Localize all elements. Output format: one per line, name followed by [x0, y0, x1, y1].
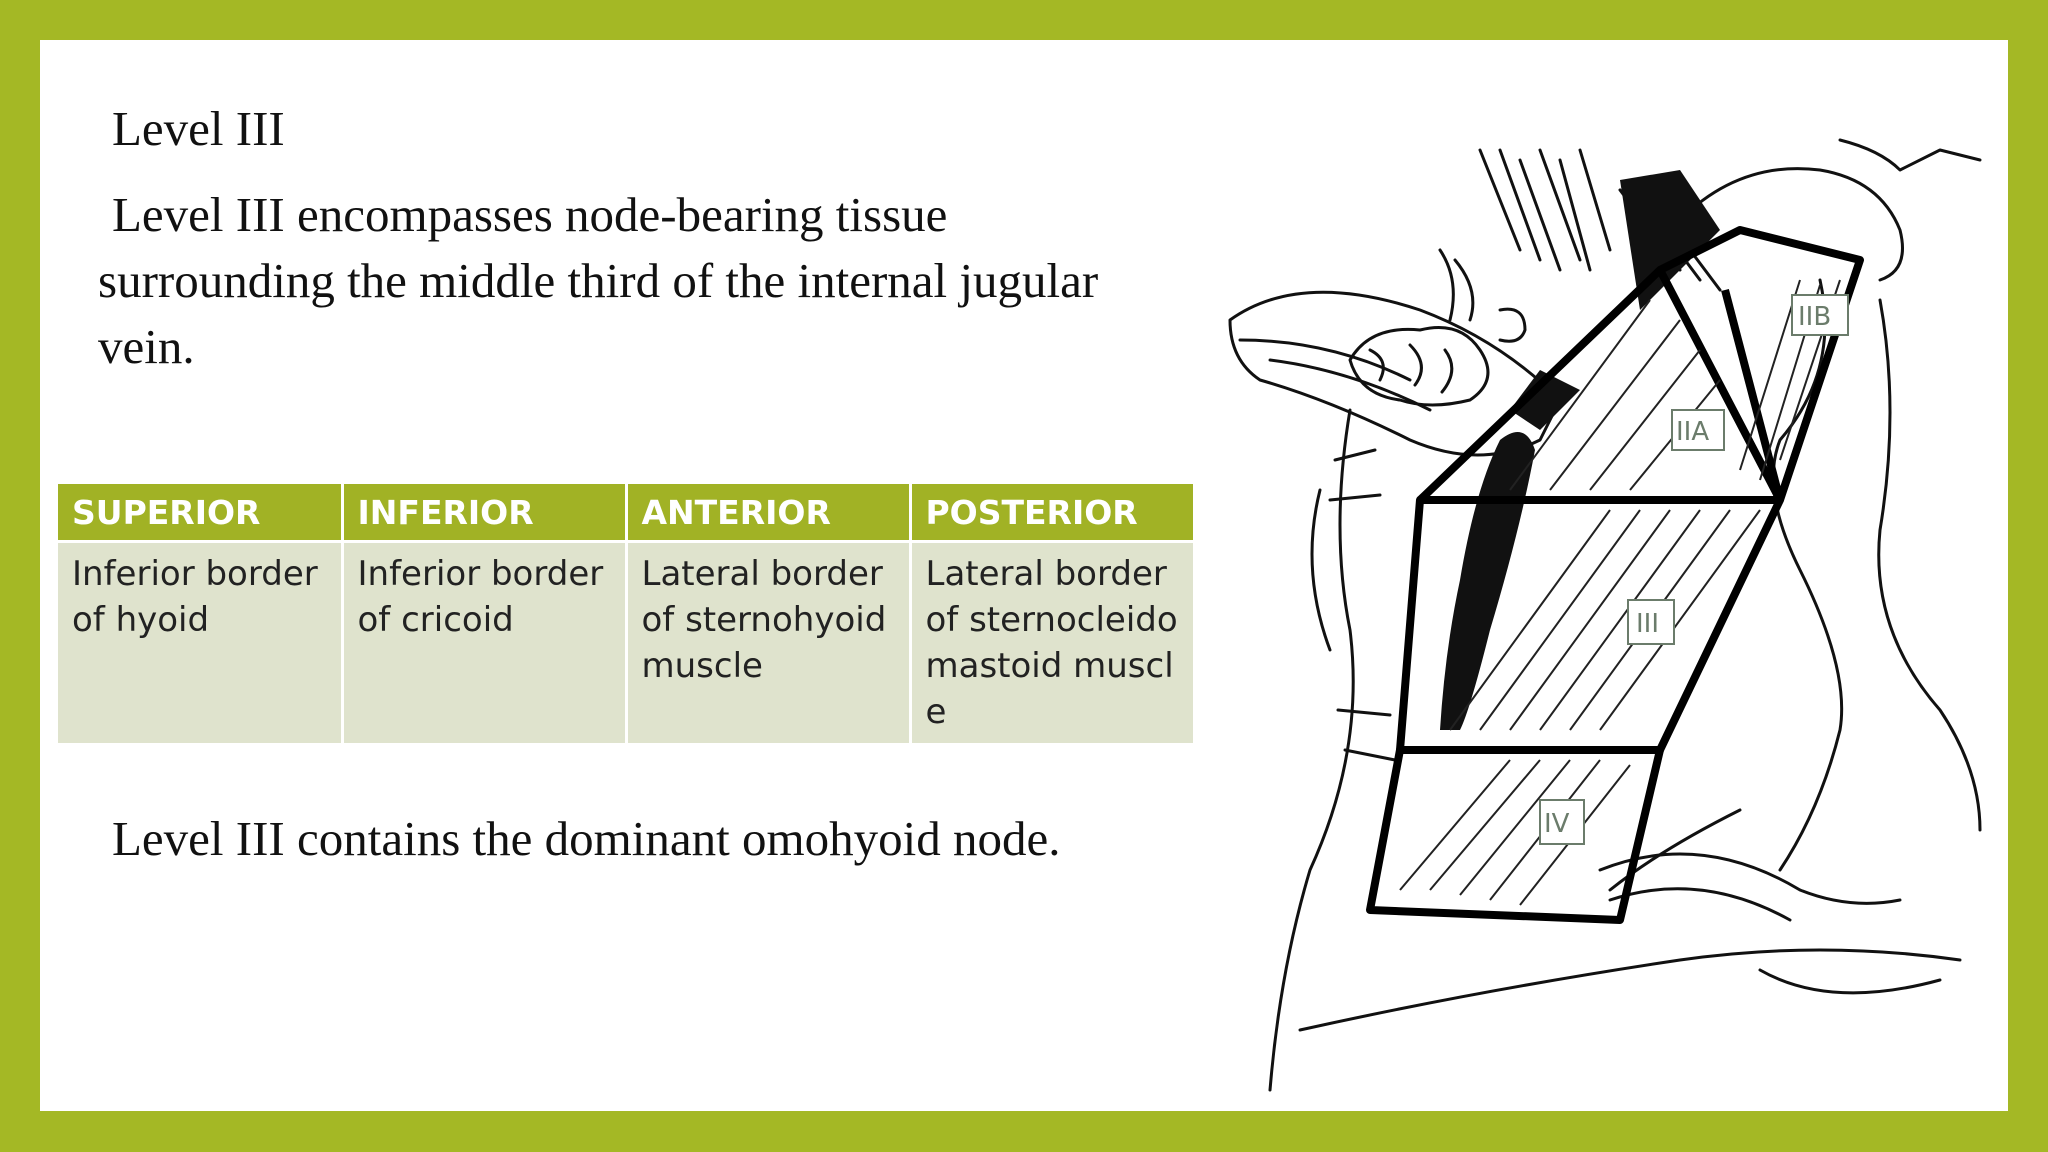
label-iii: III — [1636, 609, 1660, 639]
boundaries-table — [58, 484, 1193, 743]
neck-anatomy-illustration — [1180, 110, 2000, 1110]
header-anterior: ANTERIOR — [626, 484, 910, 542]
slide — [40, 40, 2008, 1111]
body-text — [98, 182, 1143, 412]
table-row — [58, 542, 1193, 744]
header-superior: SUPERIOR — [58, 484, 342, 542]
label-iia: IIA — [1676, 417, 1710, 447]
table-header-row — [58, 484, 1193, 542]
footer-text: Level III contains the dominant omohyoid node. — [112, 811, 1061, 866]
cell-anterior: Lateral border of sternohyoid muscle — [626, 542, 910, 744]
cell-superior: Inferior border of hyoid — [58, 542, 342, 744]
cell-inferior: Inferior border of cricoid — [342, 542, 626, 744]
slide-title: Level III — [112, 101, 285, 156]
label-iib: IIB — [1798, 302, 1832, 332]
cell-posterior: Lateral border of sternocleidomastoid muscle — [910, 542, 1193, 744]
header-posterior: POSTERIOR — [910, 484, 1193, 542]
body-line-2: surrounding the middle third of the internal jugular — [98, 253, 1099, 308]
body-line-3: vein. — [98, 319, 195, 374]
header-inferior: INFERIOR — [342, 484, 626, 542]
body-line-1: Level III encompasses node-bearing tissue — [112, 187, 948, 242]
label-iv: IV — [1544, 809, 1570, 839]
